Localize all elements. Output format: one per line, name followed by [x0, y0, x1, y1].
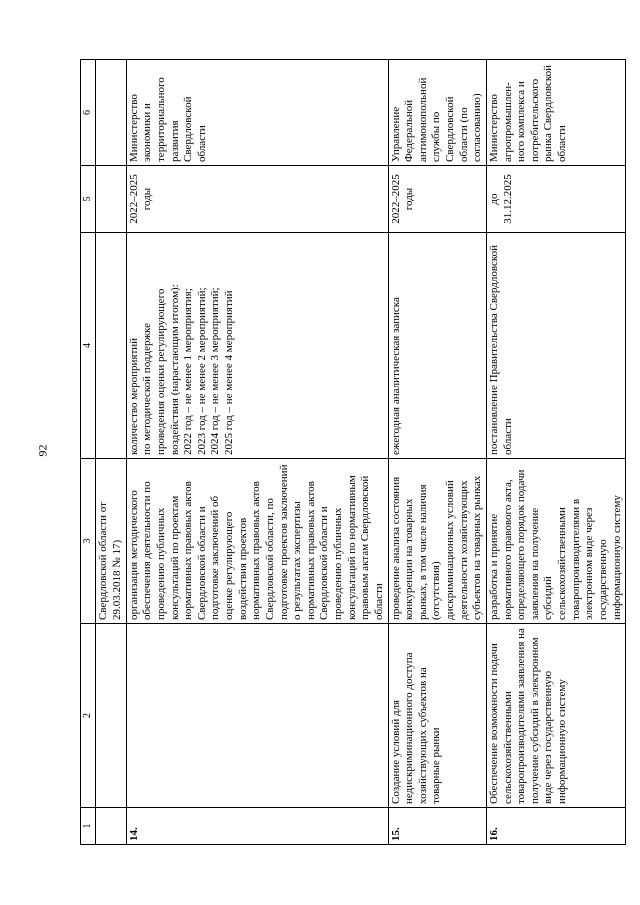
- table-cell: [96, 808, 126, 845]
- header-row: [81, 60, 96, 845]
- activity-cell: организация методического обеспечения деятельности по проведению публичных консультаций по проектам нормативных правовых актов Свердловской области и подготовке заключений об оценке регулирующего воздействия проектов нормативных правовых актов Свердловской области, по подготовке проектов заключений о результатах экспертизы нормативных правовых актов Свердловской области и проведению публичных консультаций по нормативным правовым актам Свердловской области: [126, 459, 388, 624]
- header-cell: 3: [81, 459, 96, 624]
- indicator-cell: [486, 233, 625, 459]
- indicator-line: воздействия (нарастающим итогом):: [168, 284, 181, 455]
- continuation-row: [96, 60, 126, 845]
- period-cell: 2022–2025 годы: [126, 166, 388, 233]
- indicator-line: 2024 год – не менее 3 мероприятий;: [209, 287, 222, 455]
- task-cell: [126, 624, 388, 808]
- indicator-cell: [388, 233, 486, 459]
- indicator-line: проведения оценки регулирующего: [154, 288, 167, 455]
- responsible-cell: Управление Федеральной антимонопольной службы по Свердловской области (по согласованию): [388, 60, 486, 166]
- table-row: [486, 60, 625, 845]
- table-cell: [96, 624, 126, 808]
- responsible-cell: Министерство экономики и территориального развития Свердловской области: [126, 60, 388, 166]
- table-row: [388, 60, 486, 845]
- row-number: 16.: [486, 808, 625, 845]
- indicator-line: постановление Правительства Свердловской области: [487, 244, 514, 455]
- task-cell: Обеспечение возможности подачи сельскохозяйственными товаропроизводителями заявления на получение субсидий в электронном виде через государственную информационную систему: [486, 624, 625, 808]
- header-cell: 5: [81, 166, 96, 233]
- responsible-cell: Министерство агропромышлен-ного комплекса и потребительского рынка Свердловской области: [486, 60, 625, 166]
- header-cell: 2: [81, 624, 96, 808]
- indicator-line: 2022 год – не менее 1 мероприятия;: [182, 288, 195, 455]
- activity-cell: разработка и принятие нормативного правового акта, определяющего порядок подачи заявления на получение субсидий сельскохозяйственными товаропроизводителями в электронном виде через государственную информационную систему: [486, 459, 625, 624]
- indicator-cell: [126, 233, 388, 459]
- indicator-line: по методической поддержке: [141, 323, 154, 455]
- indicator-line: количество мероприятий: [127, 337, 140, 455]
- task-cell: Создание условий для недискриминационного доступа хозяйствующих субъектов на товарные рынки: [388, 624, 486, 808]
- measures-table: [80, 59, 626, 845]
- table-cell: [96, 233, 126, 459]
- indicator-line: 2023 год – не менее 2 мероприятий;: [195, 287, 208, 455]
- indicator-line: ежегодная аналитическая записка: [389, 297, 402, 455]
- header-cell: 4: [81, 233, 96, 459]
- period-cell: до 31.12.2025: [486, 166, 625, 233]
- header-cell: 6: [81, 60, 96, 166]
- continuation-text: Свердловской области от 29.03.2018 № 17): [96, 459, 126, 624]
- table-cell: [96, 60, 126, 166]
- row-number: 15.: [388, 808, 486, 845]
- indicator-line: 2025 год – не менее 4 мероприятий: [223, 290, 236, 455]
- header-cell: 1: [81, 808, 96, 845]
- row-number: 14.: [126, 808, 388, 845]
- period-cell: 2022–2025 годы: [388, 166, 486, 233]
- table-cell: [96, 166, 126, 233]
- rotated-page: [80, 60, 623, 845]
- activity-cell: проведение анализа состояния конкуренции на товарных рынках, в том числе наличия (отсутствия) дискриминационных условий деятельности хозяйствующих субъектов на товарных рынках: [388, 459, 486, 624]
- page-number: 92: [35, 444, 50, 457]
- table-row: [126, 60, 388, 845]
